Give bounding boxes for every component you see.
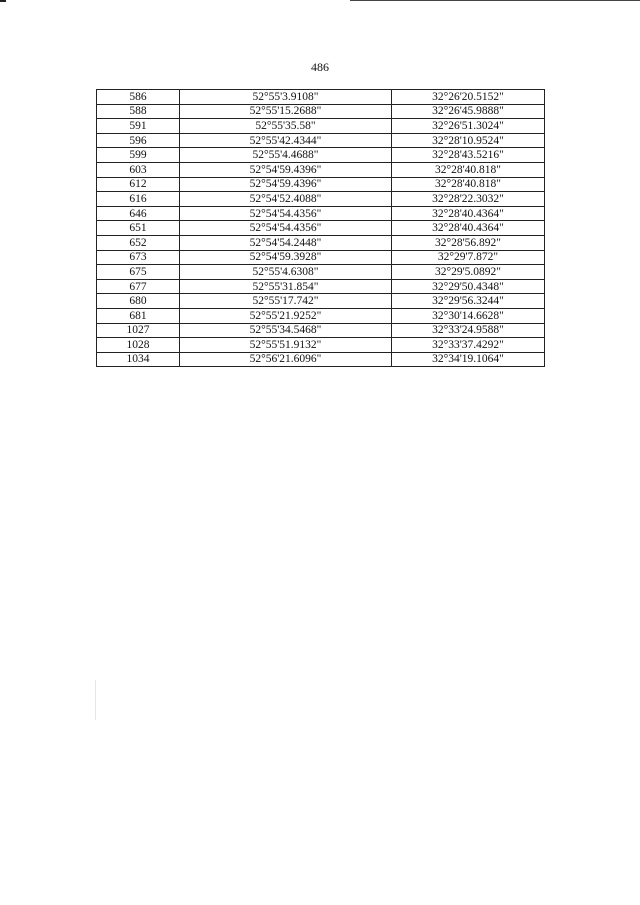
point-id-cell: 680 xyxy=(97,294,180,309)
point-id-cell: 591 xyxy=(97,119,180,134)
longitude-cell: 32°29'50.4348" xyxy=(392,279,545,294)
longitude-cell: 32°28'56.892" xyxy=(392,235,545,250)
point-id-cell: 1028 xyxy=(97,338,180,353)
table-row xyxy=(97,206,545,221)
point-id-cell: 599 xyxy=(97,148,180,163)
point-id-cell: 677 xyxy=(97,279,180,294)
table-row xyxy=(97,308,545,323)
table-row xyxy=(97,294,545,309)
longitude-cell: 32°34'19.1064" xyxy=(392,352,545,367)
table-row xyxy=(97,162,545,177)
longitude-cell: 32°28'40.818" xyxy=(392,162,545,177)
top-edge-mark xyxy=(0,0,6,2)
table-row xyxy=(97,279,545,294)
latitude-cell: 52°54'59.3928" xyxy=(180,250,392,265)
latitude-cell: 52°54'59.4396" xyxy=(180,162,392,177)
top-header-rule xyxy=(350,0,640,1)
point-id-cell: 1027 xyxy=(97,323,180,338)
latitude-cell: 52°54'54.2448" xyxy=(180,235,392,250)
latitude-cell: 52°55'42.4344" xyxy=(180,133,392,148)
point-id-cell: 651 xyxy=(97,221,180,236)
latitude-cell: 52°55'4.6308" xyxy=(180,265,392,280)
latitude-cell: 52°55'31.854" xyxy=(180,279,392,294)
latitude-cell: 52°55'21.9252" xyxy=(180,308,392,323)
point-id-cell: 652 xyxy=(97,235,180,250)
table-row xyxy=(97,265,545,280)
longitude-cell: 32°28'40.4364" xyxy=(392,206,545,221)
point-id-cell: 681 xyxy=(97,308,180,323)
coordinates-table xyxy=(96,89,545,367)
point-id-cell: 588 xyxy=(97,104,180,119)
longitude-cell: 32°26'51.3024" xyxy=(392,119,545,134)
table-row xyxy=(97,119,545,134)
table-row xyxy=(97,338,545,353)
point-id-cell: 1034 xyxy=(97,352,180,367)
scan-margin-mark xyxy=(95,680,96,720)
latitude-cell: 52°55'3.9108" xyxy=(180,90,392,105)
table-row xyxy=(97,90,545,105)
latitude-cell: 52°54'54.4356" xyxy=(180,206,392,221)
latitude-cell: 52°56'21.6096" xyxy=(180,352,392,367)
table-row xyxy=(97,148,545,163)
latitude-cell: 52°55'17.742" xyxy=(180,294,392,309)
table-row xyxy=(97,104,545,119)
point-id-cell: 596 xyxy=(97,133,180,148)
latitude-cell: 52°54'54.4356" xyxy=(180,221,392,236)
coordinates-table-body xyxy=(97,90,545,367)
table-row xyxy=(97,221,545,236)
longitude-cell: 32°29'5.0892" xyxy=(392,265,545,280)
longitude-cell: 32°26'45.9888" xyxy=(392,104,545,119)
longitude-cell: 32°33'24.9588" xyxy=(392,323,545,338)
latitude-cell: 52°54'52.4088" xyxy=(180,192,392,207)
point-id-cell: 675 xyxy=(97,265,180,280)
latitude-cell: 52°55'35.58" xyxy=(180,119,392,134)
longitude-cell: 32°29'7.872" xyxy=(392,250,545,265)
table-row xyxy=(97,352,545,367)
table-row xyxy=(97,177,545,192)
latitude-cell: 52°55'15.2688" xyxy=(180,104,392,119)
latitude-cell: 52°55'4.4688" xyxy=(180,148,392,163)
point-id-cell: 646 xyxy=(97,206,180,221)
longitude-cell: 32°29'56.3244" xyxy=(392,294,545,309)
point-id-cell: 616 xyxy=(97,192,180,207)
table-row xyxy=(97,323,545,338)
page-number: 486 xyxy=(311,60,329,74)
latitude-cell: 52°55'51.9132" xyxy=(180,338,392,353)
point-id-cell: 586 xyxy=(97,90,180,105)
table-row xyxy=(97,192,545,207)
latitude-cell: 52°55'34.5468" xyxy=(180,323,392,338)
longitude-cell: 32°26'20.5152" xyxy=(392,90,545,105)
longitude-cell: 32°28'40.4364" xyxy=(392,221,545,236)
table-row xyxy=(97,250,545,265)
longitude-cell: 32°28'40.818" xyxy=(392,177,545,192)
table-row xyxy=(97,133,545,148)
longitude-cell: 32°33'37.4292" xyxy=(392,338,545,353)
longitude-cell: 32°30'14.6628" xyxy=(392,308,545,323)
latitude-cell: 52°54'59.4396" xyxy=(180,177,392,192)
longitude-cell: 32°28'22.3032" xyxy=(392,192,545,207)
table-row xyxy=(97,235,545,250)
point-id-cell: 673 xyxy=(97,250,180,265)
point-id-cell: 612 xyxy=(97,177,180,192)
point-id-cell: 603 xyxy=(97,162,180,177)
longitude-cell: 32°28'43.5216" xyxy=(392,148,545,163)
longitude-cell: 32°28'10.9524" xyxy=(392,133,545,148)
